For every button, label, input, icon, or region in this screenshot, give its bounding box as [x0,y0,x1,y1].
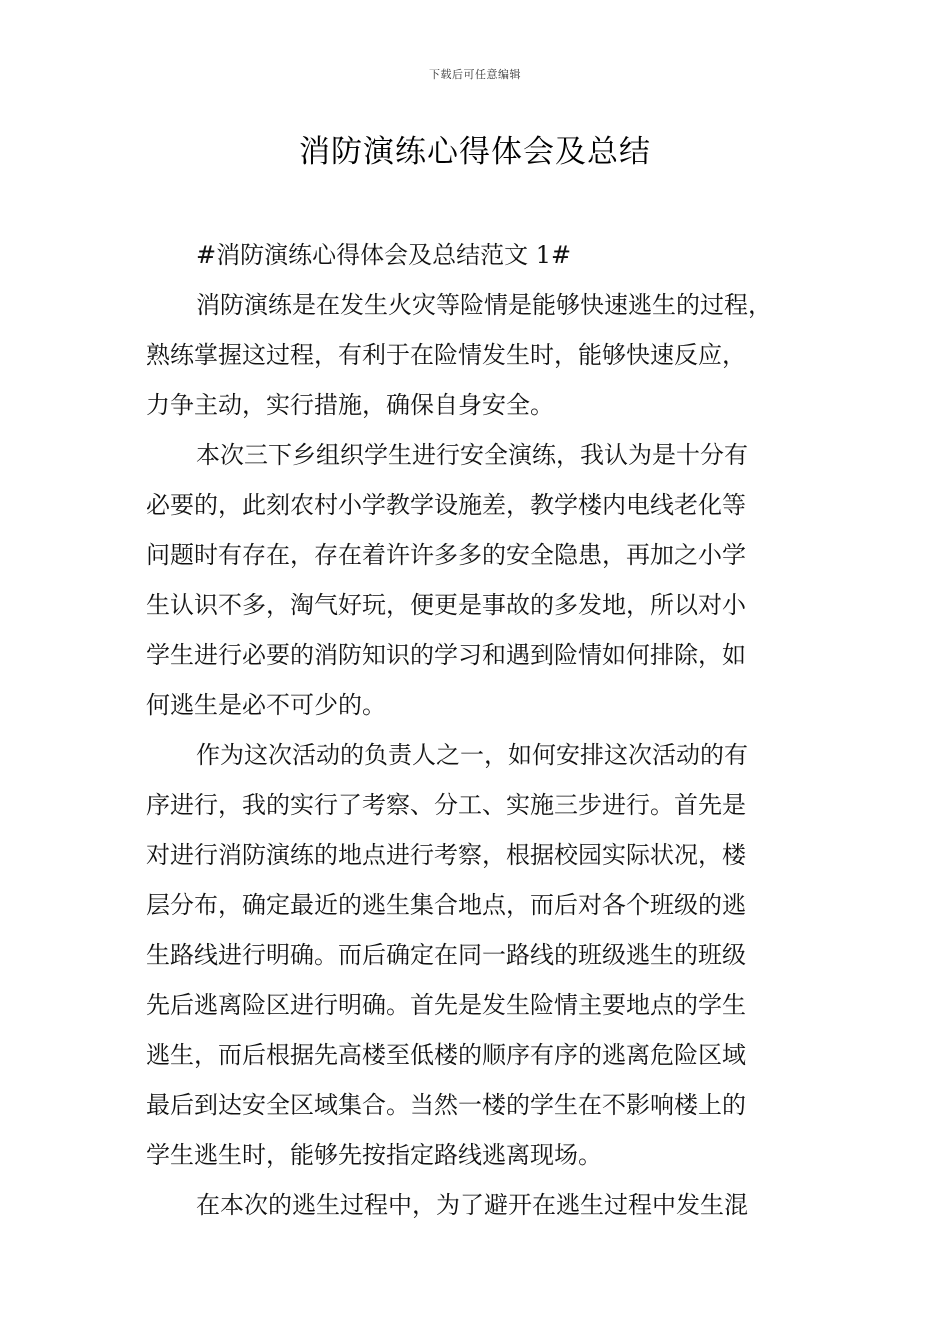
paragraph-line: 学生进行必要的消防知识的学习和遇到险情如何排除，如 [146,641,746,669]
paragraph-line: 层分布，确定最近的逃生集合地点，而后对各个班级的逃 [146,891,746,919]
paragraph-line: 必要的，此刻农村小学教学设施差，教学楼内电线老化等 [146,491,746,519]
paragraph-2 [146,430,816,730]
paragraph-line: 生路线进行明确。而后确定在同一路线的班级逃生的班级 [146,941,746,969]
paragraph-line: 问题时有存在，存在着许许多多的安全隐患，再加之小学 [146,541,746,569]
section-heading: #消防演练心得体会及总结范文 1# [196,241,572,269]
paragraph-3 [146,730,816,1180]
paragraph-line: 熟练掌握这过程，有利于在险情发生时，能够快速反应， [146,341,746,369]
paragraph-line: 本次三下乡组织学生进行安全演练，我认为是十分有 [196,441,748,469]
header-note: 下载后可任意编辑 [429,68,521,81]
paragraph-line: 何逃生是必不可少的。 [146,691,386,719]
paragraph-line: 消防演练是在发生火灾等险情是能够快速逃生的过程， [196,291,772,319]
paragraph-line: 在本次的逃生过程中，为了避开在逃生过程中发生混 [196,1191,748,1219]
paragraph-1 [146,280,816,430]
paragraph-line: 先后逃离险区进行明确。首先是发生险情主要地点的学生 [146,991,746,1019]
paragraph-line: 最后到达安全区域集合。当然一楼的学生在不影响楼上的 [146,1091,746,1119]
document-body [146,230,816,1230]
document-title: 消防演练心得体会及总结 [299,134,651,170]
paragraph-line: 逃生，而后根据先高楼至低楼的顺序有序的逃离危险区域 [146,1041,746,1069]
paragraph-line: 力争主动，实行措施，确保自身安全。 [146,391,554,419]
paragraph-4 [146,1180,816,1230]
paragraph-line: 学生逃生时，能够先按指定路线逃离现场。 [146,1141,602,1169]
paragraph-line: 作为这次活动的负责人之一，如何安排这次活动的有 [196,741,748,769]
paragraph-line: 序进行，我的实行了考察、分工、实施三步进行。首先是 [146,791,746,819]
paragraph-line: 对进行消防演练的地点进行考察，根据校园实际状况，楼 [146,841,746,869]
paragraph-line: 生认识不多，淘气好玩，便更是事故的多发地，所以对小 [146,591,746,619]
